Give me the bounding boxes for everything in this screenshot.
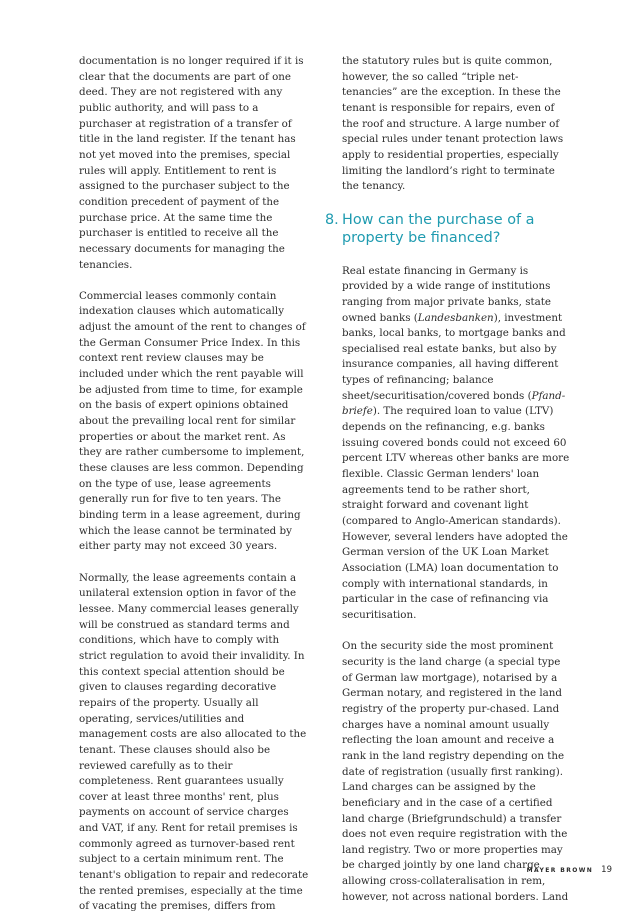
section-title: How can the purchase of a property be financed? xyxy=(342,211,535,247)
left-column xyxy=(79,54,309,915)
page-footer xyxy=(527,865,612,875)
paragraph: Commercial leases commonly contain indexation clauses which automatically adjust the amount of the rent to changes of the German Consumer Price Index. In this context rent review clauses may be included under which the rent payable will be adjusted from time to time, for example on the basis of expert opinions obtained about the prevailing local rent for similar properties or about the market rent. As they are rather cumbersome to implement, these clauses are less common. Depending on the type of use, lease agreements generally run for five to ten years. The binding term in a lease agreement, during which the lease cannot be terminated by either party may not exceed 30 years. xyxy=(79,289,306,553)
text-run: ). The required loan to value (LTV) depends on the refinancing, e.g. banks issuing covered bonds could not exceed 60 percent LTV whereas other banks are more flexible. Classic German lenders' loan agreements tend to be rather short, straight forward and covenant light (compared to Anglo-American standards). However, several lenders have adopted the German version of the UK Loan Market Association (LMA) loan documentation to comply with international standards, in particular in the case of refinancing via securitisation. xyxy=(342,405,570,621)
paragraph: the statutory rules but is quite common, however, the so called “triple net-tenancies” are the exception. In these the tenant is responsible for repairs, even of the roof and structure. A large number of special rules under tenant protection laws apply to residential properties, especially limiting the landlord’s right to terminate the tenancy. xyxy=(342,55,564,193)
italic-term: Pfand-briefe xyxy=(342,389,566,418)
paragraph: On the security side the most prominent security is the land charge (a special type of German law mortgage), notarised by a German notary, and registered in the land registry of the property pur-chased. Land charges have a nominal amount usually reflecting the loan amount and receive a rank in the land registry depending on the date of registration (usually first ranking). Land charges can be assigned by the beneficiary and in the case of a certified land charge (Briefgrundschuld) a transfer does not even require registration with the land registry. Two or more properties may be charged jointly by one land charge allowing cross-collateralisation in rem, however, not across national borders. Land xyxy=(342,640,569,903)
text-run: ), investment banks, local banks, to mortgage banks and specialised real estate banks, but also by insurance companies, all having different types of refinancing; balance sheet/securitisation/covered bonds ( xyxy=(342,311,566,402)
brand-name: MAYER BROWN xyxy=(526,867,594,874)
section-number: 8. xyxy=(325,211,339,228)
paragraph: documentation is no longer required if it is clear that the documents are part of one deed. They are not registered with any public authority, and will pass to a purchaser at registration of a transfer of title in the land register. If the tenant has not yet moved into the premises, special rules will apply. Entitlement to rent is assigned to the purchaser subject to the condition precedent of payment of the purchase price. At the same time the purchaser is entitled to receive all the necessary documents for managing the tenancies. xyxy=(79,55,304,271)
page-number: 19 xyxy=(601,865,612,875)
italic-term: Landesbanken xyxy=(417,311,494,324)
section-heading xyxy=(325,211,572,248)
paragraph xyxy=(342,264,572,624)
text-run: Real estate financing in Germany is provided by a wide range of institutions ranging from major private banks, state owned banks ( xyxy=(342,264,552,324)
paragraph: Normally, the lease agreements contain a unilateral extension option in favor of the lessee. Many commercial leases generally will be construed as standard terms and conditions, which have to comply with strict regulation to avoid their invalidity. In this context special attention should be given to clauses regarding decorative repairs of the property. Usually all operating, services/utilities and management costs are also allocated to the tenant. These clauses should also be reviewed carefully as to their completeness. Rent guarantees usually cover at least three months' rent, plus payments on account of service charges and VAT, if any. Rent for retail premises is commonly agreed as turnover-based rent subject to a certain minimum rent. The tenant's obligation to repair and redecorate the rented premises, especially at the time of vacating the premises, differs from xyxy=(79,571,309,913)
right-column xyxy=(325,54,572,905)
